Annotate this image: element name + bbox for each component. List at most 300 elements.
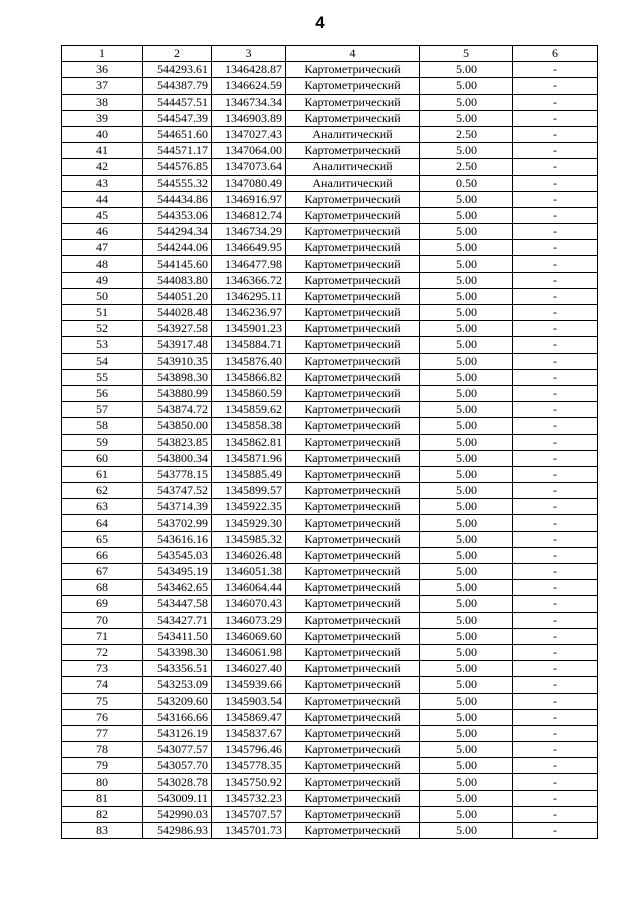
x-coordinate-cell: 544434.86 [143, 191, 212, 207]
accuracy-cell: 5.00 [420, 224, 513, 240]
y-coordinate-cell: 1347080.49 [212, 175, 286, 191]
table-row [62, 321, 598, 337]
y-coordinate-cell: 1345884.71 [212, 337, 286, 353]
note-cell: - [513, 110, 598, 126]
note-cell: - [513, 693, 598, 709]
point-number-cell: 48 [62, 256, 143, 272]
y-coordinate-cell: 1346734.29 [212, 224, 286, 240]
x-coordinate-cell: 543714.39 [143, 499, 212, 515]
point-number-cell: 51 [62, 305, 143, 321]
accuracy-cell: 5.00 [420, 564, 513, 580]
method-cell: Картометрический [286, 450, 420, 466]
point-number-cell: 67 [62, 564, 143, 580]
header-row [62, 46, 598, 62]
header-cell: 6 [513, 46, 598, 62]
note-cell: - [513, 806, 598, 822]
note-cell: - [513, 256, 598, 272]
y-coordinate-cell: 1346295.11 [212, 288, 286, 304]
x-coordinate-cell: 543927.58 [143, 321, 212, 337]
point-number-cell: 83 [62, 823, 143, 839]
x-coordinate-cell: 543898.30 [143, 369, 212, 385]
point-number-cell: 60 [62, 450, 143, 466]
table-row [62, 434, 598, 450]
table-row [62, 385, 598, 401]
note-cell: - [513, 159, 598, 175]
accuracy-cell: 5.00 [420, 774, 513, 790]
note-cell: - [513, 742, 598, 758]
point-number-cell: 62 [62, 483, 143, 499]
y-coordinate-cell: 1345903.54 [212, 693, 286, 709]
point-number-cell: 40 [62, 126, 143, 142]
table-row [62, 596, 598, 612]
x-coordinate-cell: 543009.11 [143, 790, 212, 806]
y-coordinate-cell: 1345885.49 [212, 466, 286, 482]
table-row [62, 207, 598, 223]
table-row [62, 515, 598, 531]
method-cell: Картометрический [286, 224, 420, 240]
table-row [62, 466, 598, 482]
x-coordinate-cell: 543398.30 [143, 644, 212, 660]
note-cell: - [513, 547, 598, 563]
note-cell: - [513, 175, 598, 191]
y-coordinate-cell: 1345871.96 [212, 450, 286, 466]
point-number-cell: 66 [62, 547, 143, 563]
note-cell: - [513, 272, 598, 288]
method-cell: Картометрический [286, 94, 420, 110]
method-cell: Картометрический [286, 612, 420, 628]
x-coordinate-cell: 544555.32 [143, 175, 212, 191]
note-cell: - [513, 725, 598, 741]
x-coordinate-cell: 543495.19 [143, 564, 212, 580]
point-number-cell: 39 [62, 110, 143, 126]
accuracy-cell: 5.00 [420, 418, 513, 434]
accuracy-cell: 5.00 [420, 78, 513, 94]
x-coordinate-cell: 543126.19 [143, 725, 212, 741]
y-coordinate-cell: 1346236.97 [212, 305, 286, 321]
x-coordinate-cell: 543545.03 [143, 547, 212, 563]
point-number-cell: 68 [62, 580, 143, 596]
method-cell: Картометрический [286, 321, 420, 337]
method-cell: Картометрический [286, 677, 420, 693]
note-cell: - [513, 677, 598, 693]
table-row [62, 644, 598, 660]
method-cell: Аналитический [286, 159, 420, 175]
table-body [62, 46, 598, 839]
note-cell: - [513, 224, 598, 240]
method-cell: Картометрический [286, 337, 420, 353]
point-number-cell: 46 [62, 224, 143, 240]
accuracy-cell: 5.00 [420, 207, 513, 223]
y-coordinate-cell: 1345837.67 [212, 725, 286, 741]
method-cell: Картометрический [286, 596, 420, 612]
accuracy-cell: 5.00 [420, 402, 513, 418]
page-number: 4 [315, 13, 325, 32]
note-cell: - [513, 305, 598, 321]
point-number-cell: 36 [62, 62, 143, 78]
accuracy-cell: 5.00 [420, 661, 513, 677]
accuracy-cell: 5.00 [420, 580, 513, 596]
point-number-cell: 77 [62, 725, 143, 741]
accuracy-cell: 5.00 [420, 628, 513, 644]
table-row [62, 240, 598, 256]
table-row [62, 337, 598, 353]
y-coordinate-cell: 1347027.43 [212, 126, 286, 142]
point-number-cell: 45 [62, 207, 143, 223]
point-number-cell: 59 [62, 434, 143, 450]
y-coordinate-cell: 1346624.59 [212, 78, 286, 94]
table-row [62, 94, 598, 110]
point-number-cell: 76 [62, 709, 143, 725]
point-number-cell: 65 [62, 531, 143, 547]
accuracy-cell: 5.00 [420, 547, 513, 563]
x-coordinate-cell: 543447.58 [143, 596, 212, 612]
header-cell: 2 [143, 46, 212, 62]
method-cell: Картометрический [286, 78, 420, 94]
point-number-cell: 42 [62, 159, 143, 175]
point-number-cell: 70 [62, 612, 143, 628]
table-row [62, 612, 598, 628]
y-coordinate-cell: 1345901.23 [212, 321, 286, 337]
y-coordinate-cell: 1347073.64 [212, 159, 286, 175]
x-coordinate-cell: 543778.15 [143, 466, 212, 482]
note-cell: - [513, 450, 598, 466]
y-coordinate-cell: 1345985.32 [212, 531, 286, 547]
x-coordinate-cell: 542990.03 [143, 806, 212, 822]
accuracy-cell: 5.00 [420, 677, 513, 693]
accuracy-cell: 5.00 [420, 450, 513, 466]
y-coordinate-cell: 1346916.97 [212, 191, 286, 207]
header-cell: 5 [420, 46, 513, 62]
accuracy-cell: 5.00 [420, 369, 513, 385]
y-coordinate-cell: 1345876.40 [212, 353, 286, 369]
point-number-cell: 58 [62, 418, 143, 434]
accuracy-cell: 5.00 [420, 240, 513, 256]
accuracy-cell: 5.00 [420, 515, 513, 531]
method-cell: Картометрический [286, 709, 420, 725]
method-cell: Картометрический [286, 790, 420, 806]
point-number-cell: 72 [62, 644, 143, 660]
note-cell: - [513, 709, 598, 725]
accuracy-cell: 5.00 [420, 742, 513, 758]
y-coordinate-cell: 1346812.74 [212, 207, 286, 223]
method-cell: Картометрический [286, 725, 420, 741]
note-cell: - [513, 321, 598, 337]
method-cell: Картометрический [286, 143, 420, 159]
y-coordinate-cell: 1346026.48 [212, 547, 286, 563]
x-coordinate-cell: 542986.93 [143, 823, 212, 839]
method-cell: Картометрический [286, 644, 420, 660]
x-coordinate-cell: 543077.57 [143, 742, 212, 758]
method-cell: Картометрический [286, 580, 420, 596]
x-coordinate-cell: 543616.16 [143, 531, 212, 547]
x-coordinate-cell: 544387.79 [143, 78, 212, 94]
table-row [62, 110, 598, 126]
y-coordinate-cell: 1346070.43 [212, 596, 286, 612]
x-coordinate-cell: 543356.51 [143, 661, 212, 677]
y-coordinate-cell: 1346069.60 [212, 628, 286, 644]
x-coordinate-cell: 543057.70 [143, 758, 212, 774]
accuracy-cell: 5.00 [420, 110, 513, 126]
table-row [62, 272, 598, 288]
table-row [62, 78, 598, 94]
x-coordinate-cell: 543823.85 [143, 434, 212, 450]
note-cell: - [513, 483, 598, 499]
x-coordinate-cell: 544547.39 [143, 110, 212, 126]
method-cell: Картометрический [286, 628, 420, 644]
point-number-cell: 81 [62, 790, 143, 806]
y-coordinate-cell: 1345701.73 [212, 823, 286, 839]
point-number-cell: 79 [62, 758, 143, 774]
table-row [62, 806, 598, 822]
y-coordinate-cell: 1346061.98 [212, 644, 286, 660]
accuracy-cell: 5.00 [420, 385, 513, 401]
point-number-cell: 47 [62, 240, 143, 256]
method-cell: Картометрический [286, 256, 420, 272]
note-cell: - [513, 78, 598, 94]
method-cell: Картометрический [286, 288, 420, 304]
table-row [62, 224, 598, 240]
point-number-cell: 80 [62, 774, 143, 790]
table-row [62, 742, 598, 758]
method-cell: Картометрический [286, 774, 420, 790]
method-cell: Картометрический [286, 693, 420, 709]
x-coordinate-cell: 543028.78 [143, 774, 212, 790]
note-cell: - [513, 385, 598, 401]
table-row [62, 62, 598, 78]
table-row [62, 126, 598, 142]
method-cell: Картометрический [286, 515, 420, 531]
y-coordinate-cell: 1346366.72 [212, 272, 286, 288]
note-cell: - [513, 126, 598, 142]
table-row [62, 143, 598, 159]
y-coordinate-cell: 1346734.34 [212, 94, 286, 110]
accuracy-cell: 2.50 [420, 126, 513, 142]
x-coordinate-cell: 544353.06 [143, 207, 212, 223]
note-cell: - [513, 94, 598, 110]
accuracy-cell: 5.00 [420, 143, 513, 159]
note-cell: - [513, 823, 598, 839]
accuracy-cell: 5.00 [420, 305, 513, 321]
note-cell: - [513, 515, 598, 531]
accuracy-cell: 5.00 [420, 337, 513, 353]
point-number-cell: 82 [62, 806, 143, 822]
point-number-cell: 56 [62, 385, 143, 401]
method-cell: Картометрический [286, 240, 420, 256]
method-cell: Картометрический [286, 466, 420, 482]
y-coordinate-cell: 1346073.29 [212, 612, 286, 628]
table-row [62, 580, 598, 596]
note-cell: - [513, 596, 598, 612]
note-cell: - [513, 434, 598, 450]
header-cell: 3 [212, 46, 286, 62]
note-cell: - [513, 661, 598, 677]
accuracy-cell: 5.00 [420, 790, 513, 806]
method-cell: Картометрический [286, 531, 420, 547]
accuracy-cell: 5.00 [420, 256, 513, 272]
x-coordinate-cell: 543850.00 [143, 418, 212, 434]
method-cell: Картометрический [286, 353, 420, 369]
table-row [62, 564, 598, 580]
accuracy-cell: 5.00 [420, 823, 513, 839]
table-row [62, 483, 598, 499]
method-cell: Картометрический [286, 402, 420, 418]
x-coordinate-cell: 544294.34 [143, 224, 212, 240]
point-number-cell: 44 [62, 191, 143, 207]
x-coordinate-cell: 543880.99 [143, 385, 212, 401]
y-coordinate-cell: 1345869.47 [212, 709, 286, 725]
y-coordinate-cell: 1345922.35 [212, 499, 286, 515]
accuracy-cell: 5.00 [420, 693, 513, 709]
note-cell: - [513, 369, 598, 385]
note-cell: - [513, 758, 598, 774]
y-coordinate-cell: 1346649.95 [212, 240, 286, 256]
accuracy-cell: 5.00 [420, 62, 513, 78]
x-coordinate-cell: 544083.80 [143, 272, 212, 288]
y-coordinate-cell: 1346051.38 [212, 564, 286, 580]
coordinates-table [61, 45, 598, 839]
point-number-cell: 63 [62, 499, 143, 515]
accuracy-cell: 5.00 [420, 709, 513, 725]
accuracy-cell: 5.00 [420, 434, 513, 450]
y-coordinate-cell: 1346064.44 [212, 580, 286, 596]
point-number-cell: 57 [62, 402, 143, 418]
accuracy-cell: 5.00 [420, 288, 513, 304]
point-number-cell: 71 [62, 628, 143, 644]
y-coordinate-cell: 1345899.57 [212, 483, 286, 499]
note-cell: - [513, 337, 598, 353]
note-cell: - [513, 143, 598, 159]
x-coordinate-cell: 543427.71 [143, 612, 212, 628]
note-cell: - [513, 612, 598, 628]
x-coordinate-cell: 543253.09 [143, 677, 212, 693]
accuracy-cell: 5.00 [420, 806, 513, 822]
y-coordinate-cell: 1345939.66 [212, 677, 286, 693]
x-coordinate-cell: 543910.35 [143, 353, 212, 369]
note-cell: - [513, 418, 598, 434]
point-number-cell: 41 [62, 143, 143, 159]
table-row [62, 191, 598, 207]
table-row [62, 305, 598, 321]
x-coordinate-cell: 544293.61 [143, 62, 212, 78]
method-cell: Картометрический [286, 547, 420, 563]
x-coordinate-cell: 543874.72 [143, 402, 212, 418]
table-row [62, 693, 598, 709]
y-coordinate-cell: 1347064.00 [212, 143, 286, 159]
method-cell: Картометрический [286, 806, 420, 822]
header-cell: 1 [62, 46, 143, 62]
y-coordinate-cell: 1345796.46 [212, 742, 286, 758]
x-coordinate-cell: 543166.66 [143, 709, 212, 725]
accuracy-cell: 5.00 [420, 191, 513, 207]
table-row [62, 677, 598, 693]
point-number-cell: 75 [62, 693, 143, 709]
table-row [62, 725, 598, 741]
note-cell: - [513, 466, 598, 482]
x-coordinate-cell: 543800.34 [143, 450, 212, 466]
y-coordinate-cell: 1345750.92 [212, 774, 286, 790]
table-row [62, 499, 598, 515]
method-cell: Картометрический [286, 272, 420, 288]
table-row [62, 628, 598, 644]
x-coordinate-cell: 543917.48 [143, 337, 212, 353]
table-row [62, 823, 598, 839]
note-cell: - [513, 499, 598, 515]
point-number-cell: 69 [62, 596, 143, 612]
note-cell: - [513, 531, 598, 547]
point-number-cell: 78 [62, 742, 143, 758]
method-cell: Картометрический [286, 385, 420, 401]
method-cell: Картометрический [286, 483, 420, 499]
point-number-cell: 37 [62, 78, 143, 94]
x-coordinate-cell: 544051.20 [143, 288, 212, 304]
accuracy-cell: 5.00 [420, 531, 513, 547]
y-coordinate-cell: 1346903.89 [212, 110, 286, 126]
table-row [62, 661, 598, 677]
table-row [62, 175, 598, 191]
note-cell: - [513, 207, 598, 223]
x-coordinate-cell: 544244.06 [143, 240, 212, 256]
table-row [62, 402, 598, 418]
method-cell: Картометрический [286, 499, 420, 515]
method-cell: Картометрический [286, 758, 420, 774]
table-row [62, 159, 598, 175]
method-cell: Аналитический [286, 175, 420, 191]
accuracy-cell: 5.00 [420, 596, 513, 612]
note-cell: - [513, 62, 598, 78]
accuracy-cell: 5.00 [420, 612, 513, 628]
accuracy-cell: 2.50 [420, 159, 513, 175]
x-coordinate-cell: 543462.65 [143, 580, 212, 596]
accuracy-cell: 5.00 [420, 725, 513, 741]
table-row [62, 369, 598, 385]
method-cell: Картометрический [286, 305, 420, 321]
point-number-cell: 43 [62, 175, 143, 191]
table-row [62, 790, 598, 806]
accuracy-cell: 5.00 [420, 483, 513, 499]
point-number-cell: 53 [62, 337, 143, 353]
table-row [62, 256, 598, 272]
x-coordinate-cell: 544576.85 [143, 159, 212, 175]
accuracy-cell: 5.00 [420, 758, 513, 774]
x-coordinate-cell: 544145.60 [143, 256, 212, 272]
table-row [62, 774, 598, 790]
point-number-cell: 52 [62, 321, 143, 337]
method-cell: Картометрический [286, 62, 420, 78]
x-coordinate-cell: 544028.48 [143, 305, 212, 321]
accuracy-cell: 5.00 [420, 94, 513, 110]
note-cell: - [513, 790, 598, 806]
y-coordinate-cell: 1345862.81 [212, 434, 286, 450]
point-number-cell: 38 [62, 94, 143, 110]
table-row [62, 450, 598, 466]
note-cell: - [513, 191, 598, 207]
y-coordinate-cell: 1346027.40 [212, 661, 286, 677]
note-cell: - [513, 580, 598, 596]
y-coordinate-cell: 1345929.30 [212, 515, 286, 531]
accuracy-cell: 5.00 [420, 644, 513, 660]
y-coordinate-cell: 1345778.35 [212, 758, 286, 774]
y-coordinate-cell: 1345707.57 [212, 806, 286, 822]
y-coordinate-cell: 1345732.23 [212, 790, 286, 806]
x-coordinate-cell: 544457.51 [143, 94, 212, 110]
y-coordinate-cell: 1346428.87 [212, 62, 286, 78]
method-cell: Картометрический [286, 369, 420, 385]
method-cell: Картометрический [286, 661, 420, 677]
table-row [62, 547, 598, 563]
note-cell: - [513, 353, 598, 369]
table-row [62, 418, 598, 434]
table-row [62, 758, 598, 774]
